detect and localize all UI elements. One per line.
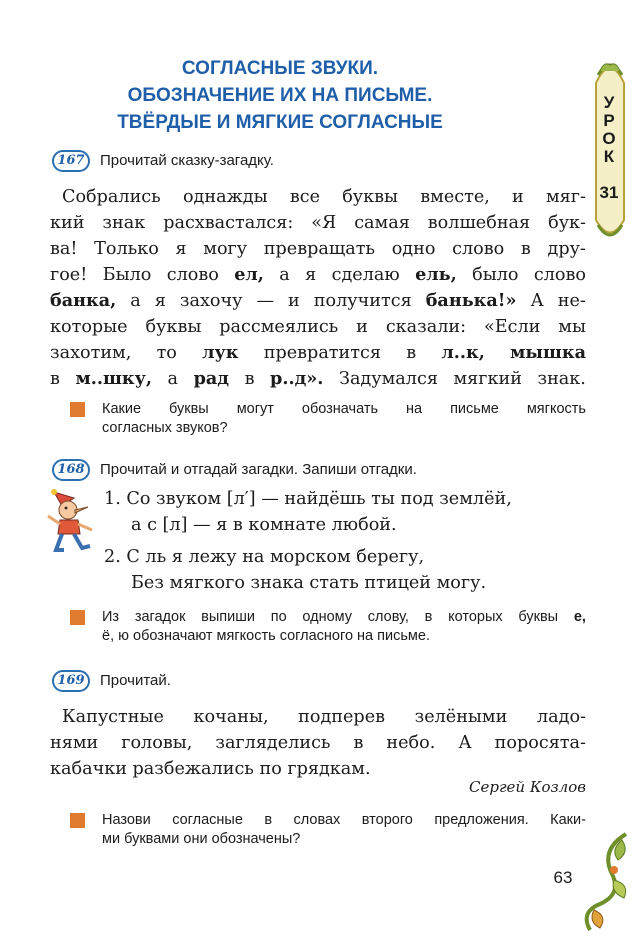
lesson-title-line-2: ОБОЗНАЧЕНИЕ ИХ НА ПИСЬМЕ. <box>127 85 433 106</box>
lesson-word: У Р О К <box>602 93 616 166</box>
exercise-number-167: 167 <box>52 150 90 172</box>
exercise-169-task-line-2: ми буквами они обозначены? <box>102 831 301 847</box>
exercise-167-task: Какие буквы могут обозначать на письме мягкость <box>102 401 586 417</box>
exercise-169-instruction: Прочитай. <box>100 672 171 689</box>
riddle-2-line-1: 2. С ль я лежу на морском берегу, <box>104 547 425 567</box>
lesson-number: 31 <box>599 183 619 202</box>
author-name: Сергей Козлов <box>469 778 586 796</box>
lesson-title-line-1: СОГЛАСНЫЕ ЗВУКИ. <box>181 58 379 79</box>
story-line: нями головы, загляделись в небо. А поросята- <box>50 733 586 753</box>
story-line: которые буквы рассмеялись и сказали: «Если мы <box>50 317 586 337</box>
exercise-167-task-line-2: согласных звуков? <box>102 420 228 436</box>
story-line: Капустные кочаны, подперев зелёными ладо- <box>62 707 586 727</box>
exercise-number-169: 169 <box>52 670 90 692</box>
exercise-167-instruction: Прочитай сказку-загадку. <box>100 152 274 169</box>
story-line: гое! Было слово ел, а я сделаю ель, было слово <box>50 264 586 285</box>
exercise-168-task: Из загадок выпиши по одному слову, в которых буквы е, <box>102 609 586 625</box>
exercise-168-task-line-2: ё, ю обозначают мягкость согласного на письме. <box>102 628 430 644</box>
riddle-2-line-2: Без мягкого знака стать птицей могу. <box>131 573 487 593</box>
riddle-1-line-1: 1. Со звуком [л′] — найдёшь ты под землёй, <box>104 489 512 509</box>
story-line: Собрались однажды все буквы вместе, и мяг- <box>62 187 586 207</box>
story-line: захотим, то лук превратится в л..к, мышка <box>50 342 586 363</box>
task-bullet-square <box>70 813 85 828</box>
story-line: в м..шку, а рад в р..д». Задумался мягкий знак. <box>50 368 586 389</box>
story-line: кий знак расхвастался: «Я самая волшебная бук- <box>50 213 586 233</box>
exercise-169-task: Назови согласные в словах второго предложения. Каки- <box>102 812 586 828</box>
story-line: кабачки разбежались по грядкам. <box>50 759 371 779</box>
riddle-1-line-2: а с [л] — я в комнате любой. <box>131 515 397 535</box>
pinocchio-illustration-icon <box>44 486 100 556</box>
story-line: банка, а я захочу — и получится банька!» А не- <box>50 290 586 311</box>
page-number: 63 <box>553 868 573 887</box>
exercise-168-instruction: Прочитай и отгадай загадки. Запиши отгадки. <box>100 461 417 478</box>
task-bullet-square <box>70 402 85 417</box>
exercise-number-168: 168 <box>52 459 90 481</box>
lesson-title-line-3: ТВЁРДЫЕ И МЯГКИЕ СОГЛАСНЫЕ <box>117 112 443 133</box>
task-bullet-square <box>70 610 85 625</box>
story-line: ва! Только я могу превращать одно слово в дру- <box>50 239 586 259</box>
